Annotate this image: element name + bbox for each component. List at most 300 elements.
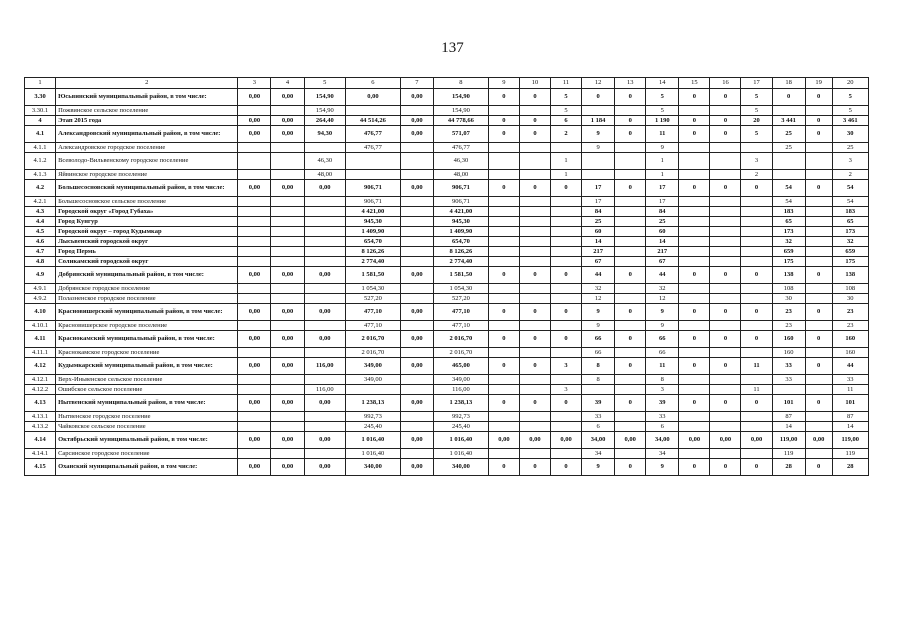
value-cell: 67: [582, 257, 615, 267]
row-name: Город Кунгур: [56, 217, 238, 227]
value-cell: [615, 412, 646, 422]
value-cell: 0: [550, 304, 581, 321]
value-cell: [304, 412, 345, 422]
value-cell: [710, 348, 741, 358]
row-name: Красновишерский муниципальный район, в том числе:: [56, 304, 238, 321]
row-name: Кудымкарский муниципальный район, в том числе:: [56, 358, 238, 375]
value-cell: 0: [488, 116, 519, 126]
value-cell: 0: [550, 267, 581, 284]
table-row: [25, 247, 869, 257]
value-cell: 11: [646, 358, 679, 375]
value-cell: 476,77: [345, 126, 400, 143]
value-cell: 527,20: [433, 294, 488, 304]
value-cell: 4 421,00: [433, 207, 488, 217]
value-cell: 9: [646, 321, 679, 331]
value-cell: [238, 106, 271, 116]
value-cell: [679, 257, 710, 267]
value-cell: 33: [646, 412, 679, 422]
value-cell: [615, 422, 646, 432]
value-cell: 0: [582, 89, 615, 106]
value-cell: 8: [582, 358, 615, 375]
value-cell: 116,00: [304, 385, 345, 395]
value-cell: [741, 227, 772, 237]
value-cell: [519, 207, 550, 217]
value-cell: [615, 227, 646, 237]
value-cell: 0: [805, 126, 832, 143]
value-cell: [271, 422, 304, 432]
value-cell: 0: [488, 331, 519, 348]
value-cell: 1 238,13: [345, 395, 400, 412]
value-cell: 0,00: [304, 432, 345, 449]
value-cell: [400, 170, 433, 180]
row-code: 4.12.2: [25, 385, 56, 395]
value-cell: 0: [550, 331, 581, 348]
value-cell: 119: [772, 449, 805, 459]
value-cell: [615, 197, 646, 207]
value-cell: 48,00: [304, 170, 345, 180]
value-cell: [519, 284, 550, 294]
value-cell: [710, 422, 741, 432]
value-cell: 28: [832, 459, 868, 476]
value-cell: [400, 197, 433, 207]
value-cell: 6: [646, 422, 679, 432]
value-cell: 2: [832, 170, 868, 180]
value-cell: [304, 207, 345, 217]
value-cell: [710, 237, 741, 247]
value-cell: 245,40: [433, 422, 488, 432]
value-cell: [615, 143, 646, 153]
value-cell: [519, 143, 550, 153]
value-cell: 28: [772, 459, 805, 476]
value-cell: 66: [646, 331, 679, 348]
value-cell: 0: [519, 331, 550, 348]
value-cell: [550, 237, 581, 247]
value-cell: [550, 247, 581, 257]
header-cell: 18: [772, 78, 805, 89]
value-cell: 0: [741, 304, 772, 321]
value-cell: [679, 449, 710, 459]
value-cell: 119: [832, 449, 868, 459]
row-code: 4: [25, 116, 56, 126]
value-cell: [805, 106, 832, 116]
value-cell: [615, 106, 646, 116]
value-cell: 0,00: [304, 331, 345, 348]
value-cell: 5: [741, 106, 772, 116]
value-cell: 54: [832, 180, 868, 197]
value-cell: [400, 284, 433, 294]
value-cell: 23: [772, 321, 805, 331]
value-cell: [615, 294, 646, 304]
row-code: 4.5: [25, 227, 56, 237]
row-code: 4.1.1: [25, 143, 56, 153]
value-cell: [741, 412, 772, 422]
value-cell: [271, 321, 304, 331]
value-cell: [304, 348, 345, 358]
value-cell: 0: [519, 395, 550, 412]
value-cell: 1: [646, 170, 679, 180]
value-cell: 116,00: [433, 385, 488, 395]
value-cell: 5: [741, 89, 772, 106]
value-cell: 108: [772, 284, 805, 294]
value-cell: [400, 207, 433, 217]
value-cell: [550, 197, 581, 207]
value-cell: 0,00: [238, 459, 271, 476]
value-cell: [488, 422, 519, 432]
value-cell: [550, 227, 581, 237]
header-cell: 14: [646, 78, 679, 89]
value-cell: 0,00: [238, 116, 271, 126]
row-name: Нытвенское городское поселение: [56, 412, 238, 422]
value-cell: 11: [646, 126, 679, 143]
value-cell: 39: [582, 395, 615, 412]
value-cell: 0,00: [400, 180, 433, 197]
value-cell: [710, 257, 741, 267]
value-cell: 0,00: [710, 432, 741, 449]
row-name: Добрянское городское поселение: [56, 284, 238, 294]
value-cell: 0,00: [238, 358, 271, 375]
value-cell: 9: [582, 126, 615, 143]
value-cell: 183: [772, 207, 805, 217]
value-cell: 14: [772, 422, 805, 432]
value-cell: 48,00: [433, 170, 488, 180]
value-cell: 476,77: [345, 143, 400, 153]
value-cell: 1 409,90: [345, 227, 400, 237]
value-cell: 60: [582, 227, 615, 237]
table-row: [25, 207, 869, 217]
value-cell: 17: [646, 180, 679, 197]
value-cell: [741, 207, 772, 217]
value-cell: [550, 207, 581, 217]
value-cell: 119,00: [772, 432, 805, 449]
value-cell: 160: [772, 348, 805, 358]
table-row: [25, 257, 869, 267]
value-cell: [345, 153, 400, 170]
row-name: Октябрьский муниципальный район, в том числе:: [56, 432, 238, 449]
value-cell: [271, 197, 304, 207]
value-cell: [741, 321, 772, 331]
value-cell: [679, 284, 710, 294]
value-cell: 54: [832, 197, 868, 207]
value-cell: 0,00: [271, 180, 304, 197]
value-cell: 1: [646, 153, 679, 170]
table-row: [25, 459, 869, 476]
value-cell: 44 778,66: [433, 116, 488, 126]
value-cell: 0: [615, 459, 646, 476]
value-cell: 906,71: [433, 197, 488, 207]
table-row: [25, 126, 869, 143]
value-cell: 65: [772, 217, 805, 227]
value-cell: 3 441: [772, 116, 805, 126]
row-name: Город Пермь: [56, 247, 238, 257]
value-cell: 906,71: [345, 197, 400, 207]
value-cell: 0,00: [271, 331, 304, 348]
value-cell: 5: [550, 106, 581, 116]
value-cell: [271, 217, 304, 227]
value-cell: [741, 143, 772, 153]
value-cell: [615, 217, 646, 227]
value-cell: 14: [832, 422, 868, 432]
value-cell: [615, 284, 646, 294]
value-cell: 32: [646, 284, 679, 294]
value-cell: [400, 412, 433, 422]
value-cell: [400, 321, 433, 331]
value-cell: 0,00: [304, 267, 345, 284]
value-cell: [550, 449, 581, 459]
value-cell: [550, 217, 581, 227]
header-cell: 12: [582, 78, 615, 89]
value-cell: [519, 153, 550, 170]
value-cell: [238, 143, 271, 153]
value-cell: [400, 375, 433, 385]
value-cell: [400, 422, 433, 432]
value-cell: 12: [646, 294, 679, 304]
value-cell: [615, 257, 646, 267]
value-cell: [488, 321, 519, 331]
header-cell: 16: [710, 78, 741, 89]
value-cell: 1 581,50: [345, 267, 400, 284]
header-row: [25, 78, 869, 89]
value-cell: 0: [679, 180, 710, 197]
value-cell: 23: [832, 321, 868, 331]
value-cell: [304, 284, 345, 294]
value-cell: [400, 143, 433, 153]
value-cell: 0: [805, 358, 832, 375]
value-cell: [238, 385, 271, 395]
header-cell: 11: [550, 78, 581, 89]
table-row: [25, 294, 869, 304]
value-cell: [679, 143, 710, 153]
row-name: Всеволодо-Вильвенскому городское поселение: [56, 153, 238, 170]
value-cell: 0: [741, 180, 772, 197]
value-cell: 0: [488, 459, 519, 476]
value-cell: 0: [488, 395, 519, 412]
value-cell: [488, 375, 519, 385]
value-cell: [550, 422, 581, 432]
value-cell: [271, 153, 304, 170]
value-cell: 0,00: [238, 89, 271, 106]
value-cell: 0,00: [679, 432, 710, 449]
value-cell: 5: [832, 106, 868, 116]
value-cell: [488, 153, 519, 170]
value-cell: [488, 207, 519, 217]
value-cell: 154,90: [433, 106, 488, 116]
value-cell: 0: [679, 331, 710, 348]
value-cell: [271, 284, 304, 294]
value-cell: 8 126,26: [433, 247, 488, 257]
value-cell: 945,30: [433, 217, 488, 227]
value-cell: 116,00: [304, 358, 345, 375]
value-cell: [550, 143, 581, 153]
value-cell: [519, 294, 550, 304]
row-name: Пожвинское сельское поселение: [56, 106, 238, 116]
row-code: 4.13.1: [25, 412, 56, 422]
value-cell: [679, 217, 710, 227]
value-cell: 0: [679, 358, 710, 375]
value-cell: 2 016,70: [433, 348, 488, 358]
value-cell: [679, 294, 710, 304]
value-cell: [488, 412, 519, 422]
value-cell: [805, 207, 832, 217]
value-cell: [400, 257, 433, 267]
value-cell: [741, 257, 772, 267]
value-cell: 3: [550, 385, 581, 395]
value-cell: [805, 237, 832, 247]
row-name: Верх-Иньвенское сельское поселение: [56, 375, 238, 385]
value-cell: [805, 257, 832, 267]
value-cell: 0,00: [238, 267, 271, 284]
value-cell: 0: [615, 180, 646, 197]
value-cell: 0: [679, 126, 710, 143]
row-code: 4.13.2: [25, 422, 56, 432]
value-cell: [488, 197, 519, 207]
value-cell: 0,00: [271, 358, 304, 375]
row-code: 4.10.1: [25, 321, 56, 331]
header-cell: 5: [304, 78, 345, 89]
value-cell: 0: [679, 304, 710, 321]
value-cell: 6: [582, 422, 615, 432]
value-cell: 183: [832, 207, 868, 217]
value-cell: 1: [550, 153, 581, 170]
value-cell: 0: [519, 89, 550, 106]
value-cell: [710, 207, 741, 217]
value-cell: [519, 422, 550, 432]
value-cell: [550, 284, 581, 294]
row-code: 4.9.1: [25, 284, 56, 294]
value-cell: [271, 412, 304, 422]
value-cell: [805, 375, 832, 385]
value-cell: [271, 257, 304, 267]
value-cell: 2 774,40: [433, 257, 488, 267]
value-cell: 0,00: [271, 459, 304, 476]
value-cell: 0: [805, 459, 832, 476]
value-cell: 32: [582, 284, 615, 294]
value-cell: [710, 247, 741, 257]
value-cell: 654,70: [345, 237, 400, 247]
value-cell: 0: [679, 459, 710, 476]
table-row: [25, 385, 869, 395]
value-cell: 0: [710, 126, 741, 143]
value-cell: 11: [741, 358, 772, 375]
table-row: [25, 395, 869, 412]
value-cell: [345, 170, 400, 180]
table-row: [25, 422, 869, 432]
value-cell: [238, 227, 271, 237]
value-cell: 0: [519, 358, 550, 375]
row-name: Краснокамское городское поселение: [56, 348, 238, 358]
value-cell: 0,00: [271, 267, 304, 284]
value-cell: 465,00: [433, 358, 488, 375]
row-code: 4.2: [25, 180, 56, 197]
value-cell: 527,20: [345, 294, 400, 304]
value-cell: [488, 449, 519, 459]
value-cell: 0: [519, 126, 550, 143]
row-name: Полазненское городское поселение: [56, 294, 238, 304]
value-cell: 154,90: [304, 89, 345, 106]
value-cell: [271, 207, 304, 217]
value-cell: 14: [646, 237, 679, 247]
value-cell: 4 421,00: [345, 207, 400, 217]
table-row: [25, 375, 869, 385]
value-cell: 476,77: [433, 143, 488, 153]
value-cell: 0,00: [400, 126, 433, 143]
row-code: 4.1.2: [25, 153, 56, 170]
row-code: 3.30.1: [25, 106, 56, 116]
row-code: 4.13: [25, 395, 56, 412]
value-cell: [805, 227, 832, 237]
value-cell: 0: [519, 459, 550, 476]
value-cell: 0,00: [550, 432, 581, 449]
value-cell: 0,00: [304, 180, 345, 197]
value-cell: 9: [582, 459, 615, 476]
value-cell: 1 016,40: [433, 432, 488, 449]
row-code: 4.4: [25, 217, 56, 227]
value-cell: [710, 294, 741, 304]
value-cell: [400, 106, 433, 116]
row-name: Краснокамский муниципальный район, в том числе:: [56, 331, 238, 348]
row-code: 4.1: [25, 126, 56, 143]
value-cell: [304, 217, 345, 227]
value-cell: 477,10: [345, 321, 400, 331]
value-cell: [615, 449, 646, 459]
value-cell: 0: [805, 395, 832, 412]
value-cell: 11: [832, 385, 868, 395]
value-cell: 0,00: [400, 459, 433, 476]
value-cell: [710, 106, 741, 116]
value-cell: 0,00: [304, 459, 345, 476]
value-cell: 0: [741, 331, 772, 348]
value-cell: [550, 294, 581, 304]
value-cell: 9: [646, 304, 679, 321]
value-cell: [238, 207, 271, 217]
row-code: 4.14: [25, 432, 56, 449]
value-cell: [400, 348, 433, 358]
value-cell: 349,00: [433, 375, 488, 385]
value-cell: 0: [488, 267, 519, 284]
value-cell: [304, 294, 345, 304]
value-cell: [345, 385, 400, 395]
value-cell: 0,00: [304, 395, 345, 412]
value-cell: [805, 385, 832, 395]
value-cell: [488, 143, 519, 153]
value-cell: 0,00: [400, 432, 433, 449]
value-cell: 0: [710, 395, 741, 412]
value-cell: [400, 217, 433, 227]
value-cell: 0: [710, 116, 741, 126]
value-cell: 477,10: [433, 321, 488, 331]
value-cell: [304, 257, 345, 267]
row-name: Этап 2015 года: [56, 116, 238, 126]
row-name: Чайковское сельское поселение: [56, 422, 238, 432]
value-cell: 0,00: [345, 89, 400, 106]
value-cell: [550, 348, 581, 358]
table-row: [25, 237, 869, 247]
value-cell: [550, 257, 581, 267]
row-code: 4.10: [25, 304, 56, 321]
value-cell: [519, 321, 550, 331]
value-cell: [238, 153, 271, 170]
value-cell: 30: [832, 294, 868, 304]
value-cell: [304, 143, 345, 153]
value-cell: [679, 412, 710, 422]
value-cell: [400, 227, 433, 237]
value-cell: 0: [679, 395, 710, 412]
value-cell: [400, 449, 433, 459]
value-cell: [400, 237, 433, 247]
value-cell: [271, 348, 304, 358]
table-row: [25, 304, 869, 321]
value-cell: [304, 449, 345, 459]
value-cell: 0: [615, 358, 646, 375]
